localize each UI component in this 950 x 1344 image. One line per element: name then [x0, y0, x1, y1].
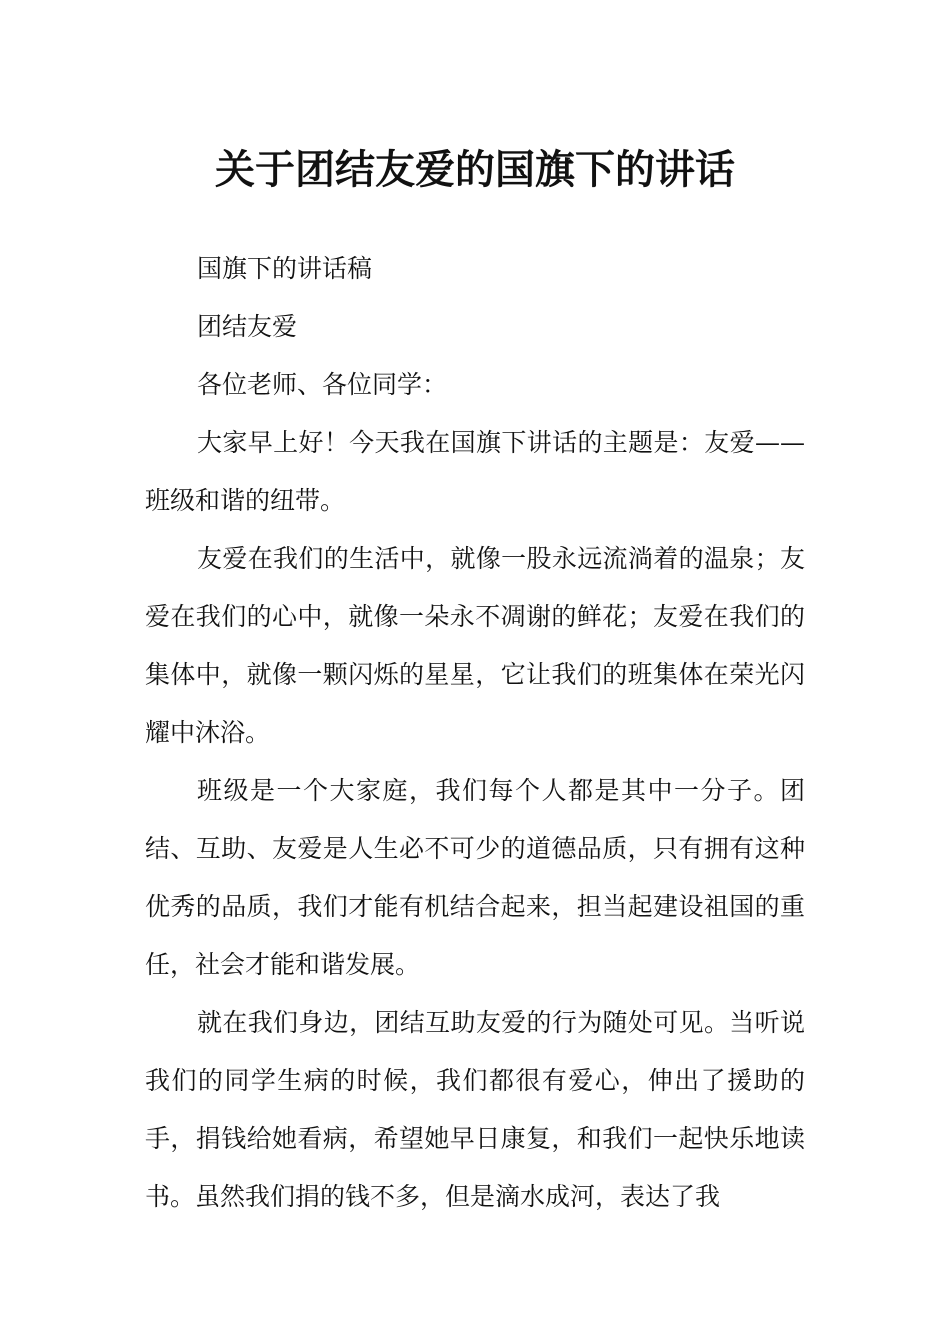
- paragraph-salutation: 各位老师、各位同学：: [197, 370, 448, 399]
- paragraph-class-family: 班级是一个大家庭，我们每个人都是其中一分子。团结、互助、友爱是人生必不可少的道德品质，只有拥有这种优秀的品质，我们才能有机结合起来，担当起建设祖国的重任，社会才能和谐发展。: [145, 776, 805, 979]
- paragraph-heading-speech: 国旗下的讲话稿: [197, 254, 373, 283]
- document-body: [145, 240, 805, 1226]
- paragraph-subtitle: 团结友爱: [197, 312, 298, 341]
- paragraph-examples: 就在我们身边，团结互助友爱的行为随处可见。当听说我们的同学生病的时候，我们都很有爱心，伸出了援助的手，捐钱给她看病，希望她早日康复，和我们一起快乐地读书。虽然我们捐的钱不多，但是滴水成河，表达了我: [145, 1008, 805, 1211]
- paragraph-greeting: 大家早上好！今天我在国旗下讲话的主题是：友爱——班级和谐的纽带。: [145, 428, 805, 515]
- document-title: 关于团结友爱的国旗下的讲话: [215, 146, 735, 193]
- paragraph-friendship: 友爱在我们的生活中，就像一股永远流淌着的温泉；友爱在我们的心中，就像一朵永不凋谢的鲜花；友爱在我们的集体中，就像一颗闪烁的星星，它让我们的班集体在荣光闪耀中沐浴。: [145, 544, 805, 747]
